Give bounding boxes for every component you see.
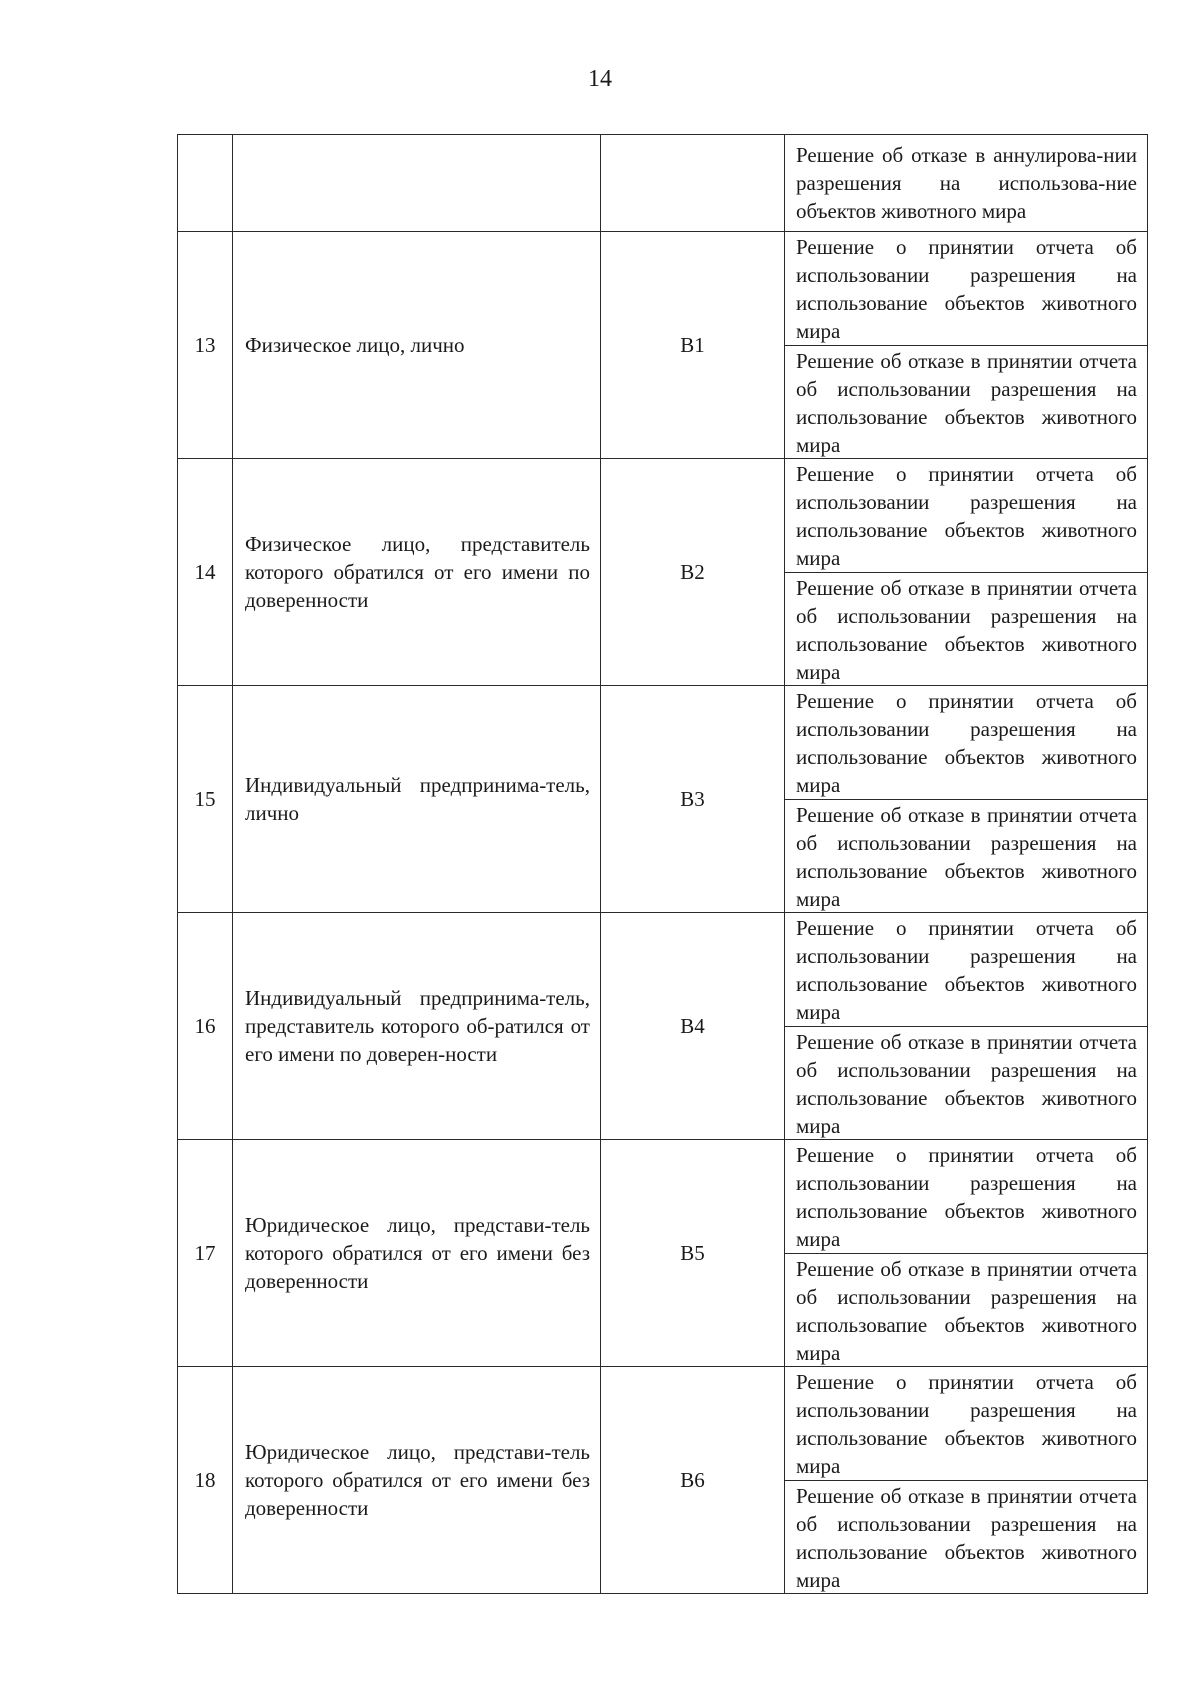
result-accept-item: Решение о принятии отчета об использовании разрешения на использование объектов животного мира bbox=[796, 1370, 1137, 1478]
variant-code-cell: В2 bbox=[601, 459, 785, 686]
result-accept-item: Решение о принятии отчета об использовании разрешения на использование объектов животного мира bbox=[796, 916, 1137, 1024]
applicant-text: Юридическое лицо, представи-тель которого обратился от его имени без доверенности bbox=[245, 1440, 590, 1520]
result-accept-item: Решение о принятии отчета об использовании разрешения на использование объектов животного мира bbox=[796, 462, 1137, 570]
variant-code-cell: В5 bbox=[601, 1140, 785, 1367]
row-number-cell bbox=[178, 135, 233, 232]
row-number-cell: 13 bbox=[178, 232, 233, 459]
result-cell bbox=[785, 1367, 1148, 1594]
result-reject-item: Решение об отказе в принятии отчета об использовании разрешения на использование объектов животного мира bbox=[785, 1026, 1147, 1139]
variant-code-cell: В3 bbox=[601, 686, 785, 913]
result-cell bbox=[785, 913, 1148, 1140]
table-row bbox=[178, 459, 1148, 686]
page-number: 14 bbox=[588, 66, 612, 92]
result-item: Решение об отказе в аннулирова-нии разрешения на использова-ние объектов животного мира bbox=[796, 143, 1137, 223]
result-list bbox=[785, 232, 1147, 458]
result-reject-item: Решение об отказе в принятии отчета об использовании разрешения на использование объектов животного мира bbox=[785, 345, 1147, 458]
result-reject-item: Решение об отказе в принятии отчета об использовании разрешения на использовапие объектов животного мира bbox=[785, 1253, 1147, 1366]
table-row bbox=[178, 1140, 1148, 1367]
applicant-cell bbox=[233, 459, 601, 686]
result-list bbox=[785, 913, 1147, 1139]
result-cell bbox=[785, 232, 1148, 459]
result-list bbox=[785, 459, 1147, 685]
result-cell bbox=[785, 1140, 1148, 1367]
table-row bbox=[178, 913, 1148, 1140]
row-number-cell: 15 bbox=[178, 686, 233, 913]
table-row bbox=[178, 232, 1148, 459]
result-list bbox=[785, 1367, 1147, 1593]
result-accept-item: Решение о принятии отчета об использовании разрешения на использование объектов животного мира bbox=[796, 235, 1137, 343]
applicant-text: Индивидуальный предпринима-тель, лично bbox=[245, 773, 590, 825]
result-cell bbox=[785, 135, 1148, 232]
table-row bbox=[178, 1367, 1148, 1594]
row-number-cell: 14 bbox=[178, 459, 233, 686]
applicant-cell bbox=[233, 913, 601, 1140]
result-accept-item: Решение о принятии отчета об использовании разрешения на использование объектов животного мира bbox=[796, 689, 1137, 797]
applicant-cell bbox=[233, 1367, 601, 1594]
applicant-cell bbox=[233, 686, 601, 913]
variants-table bbox=[177, 134, 1148, 1594]
result-list bbox=[785, 1140, 1147, 1366]
applicant-text: Индивидуальный предпринима-тель, представитель которого об-ратился от его имени по доверен-ности bbox=[245, 986, 590, 1066]
result-reject-item: Решение об отказе в принятии отчета об использовании разрешения на использование объектов животного мира bbox=[785, 799, 1147, 912]
variant-code-cell: В1 bbox=[601, 232, 785, 459]
table-body bbox=[178, 135, 1148, 1594]
table-row-continued bbox=[178, 135, 1148, 232]
variant-code-cell bbox=[601, 135, 785, 232]
result-accept-item: Решение о принятии отчета об использовании разрешения на использование объектов животного мира bbox=[796, 1143, 1137, 1251]
applicant-text: Физическое лицо, лично bbox=[245, 333, 465, 357]
result-reject-item: Решение об отказе в принятии отчета об использовании разрешения на использование объектов животного мира bbox=[785, 1480, 1147, 1593]
applicant-cell bbox=[233, 232, 601, 459]
applicant-text: Юридическое лицо, представи-тель которого обратился от его имени без доверенности bbox=[245, 1213, 590, 1293]
row-number-cell: 18 bbox=[178, 1367, 233, 1594]
result-cell bbox=[785, 686, 1148, 913]
result-reject-item: Решение об отказе в принятии отчета об использовании разрешения на использование объектов животного мира bbox=[785, 572, 1147, 685]
result-list bbox=[785, 686, 1147, 912]
row-number-cell: 16 bbox=[178, 913, 233, 1140]
applicant-cell bbox=[233, 1140, 601, 1367]
table-row bbox=[178, 686, 1148, 913]
applicant-text: Физическое лицо, представитель которого обратился от его имени по доверенности bbox=[245, 532, 590, 612]
applicant-cell bbox=[233, 135, 601, 232]
row-number-cell: 17 bbox=[178, 1140, 233, 1367]
variant-code-cell: В4 bbox=[601, 913, 785, 1140]
variant-code-cell: В6 bbox=[601, 1367, 785, 1594]
result-cell bbox=[785, 459, 1148, 686]
